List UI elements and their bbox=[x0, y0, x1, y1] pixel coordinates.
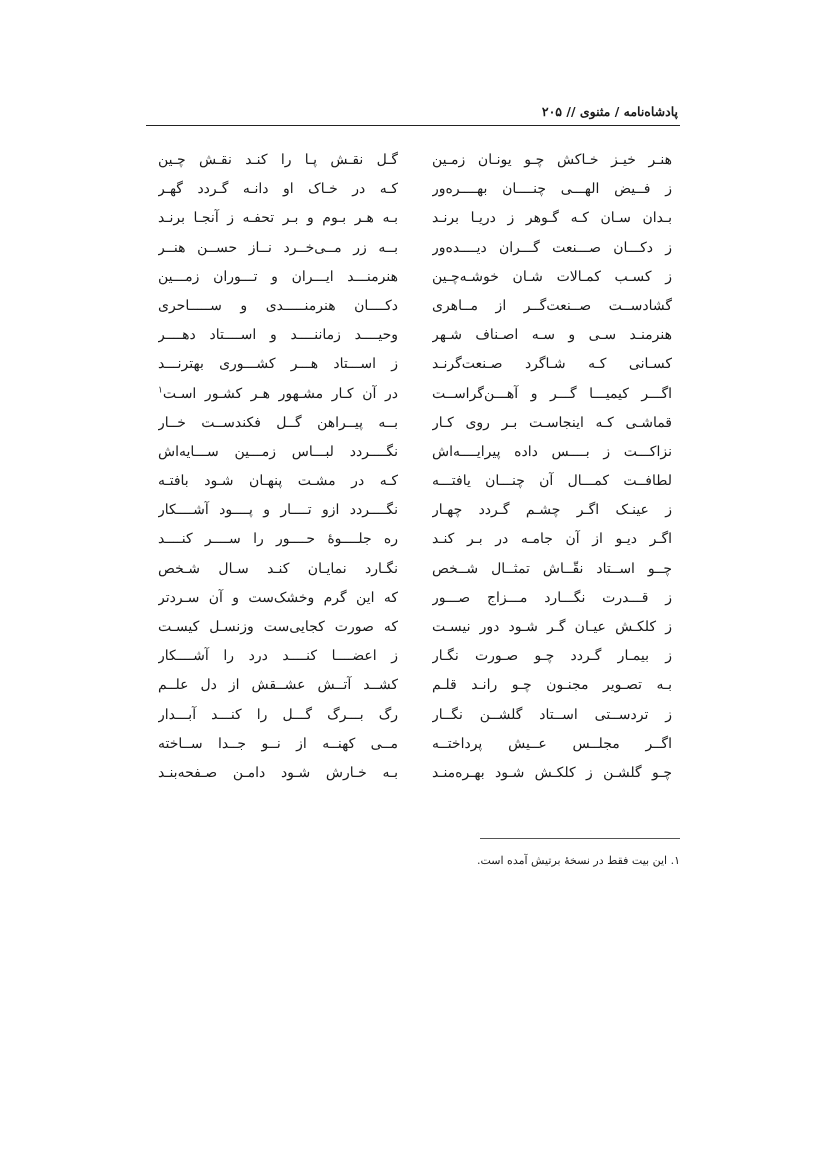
verse-line-left bbox=[158, 642, 398, 671]
verse-line-left bbox=[158, 146, 398, 175]
verse-text: رگ بـــرگ گـــل را کنـــد آبـــدار bbox=[158, 706, 398, 723]
verse-line-right bbox=[432, 234, 672, 263]
verse-line-right bbox=[432, 671, 672, 700]
verse-line-right bbox=[432, 701, 672, 730]
verse-text: هنرمنـــد ایـــران و تـــوران زمـــین bbox=[158, 268, 398, 285]
verse-text: ز فــیض الهـــی چنــــان بهــــره‌ور bbox=[432, 181, 672, 198]
verse-line-left bbox=[158, 613, 398, 642]
verse-text: بـه هـر بـوم و بـر تحفـه ز آنجـا برنـد bbox=[158, 210, 398, 227]
verse-text: نگــــردد لبـــاس زمـــین ســـایه‌اش bbox=[158, 443, 398, 460]
verse-line-right bbox=[432, 321, 672, 350]
verse-text: ز تردســتی اســتاد گلشــن نگــار bbox=[432, 706, 672, 723]
verse-text: ز اســـتاد هـــر کشـــوری بهترنـــد bbox=[158, 356, 398, 373]
verse-line-right bbox=[432, 584, 672, 613]
verse-line-left bbox=[158, 321, 398, 350]
footnote-rule bbox=[480, 838, 680, 839]
verse-line-left bbox=[158, 730, 398, 759]
verse-line-left bbox=[158, 759, 398, 788]
verse-text: وحیــــد زماننــــد و اســــتاد دهــــر bbox=[158, 327, 398, 344]
verse-text: در آن کـار مشـهور هـر کشـور اسـت bbox=[162, 385, 398, 402]
verse-line-right bbox=[432, 525, 672, 554]
verse-line-left bbox=[158, 175, 398, 204]
verse-text: اگــر مجلــس عــیش پرداختــه bbox=[432, 735, 672, 752]
verse-text: که صورت کجایی‌ست وزنسـل کیسـت bbox=[158, 619, 398, 635]
verse-line-left bbox=[158, 438, 398, 467]
verse-line-left bbox=[158, 671, 398, 700]
verse-text: دکــــان هنرمنـــــدی و ســـــاحری bbox=[158, 297, 398, 314]
verse-text: ز عینـک اگـر چشـم گـردد چهـار bbox=[432, 502, 672, 519]
verse-line-left bbox=[158, 380, 398, 409]
verse-text: ز کسـب کمـالات شـان خوشـه‌چـین bbox=[432, 268, 672, 285]
verse-text: بــه زر مــی‌خــرد نــاز حســن هنــر bbox=[158, 239, 398, 256]
verse-text: لطافــت کمـــال آن چنـــان یافتـــه bbox=[432, 473, 672, 490]
verse-text: کسـانی کـه شـاگرد صـنعت‌گرنـد bbox=[432, 356, 672, 373]
verse-text: اگـــر کیمیـــا گـــر و آهـــن‌گراســت bbox=[432, 385, 672, 402]
verse-line-left bbox=[158, 350, 398, 379]
verse-text: کـه در خـاک او دانـه گـردد گهـر bbox=[158, 181, 398, 198]
verse-line-right bbox=[432, 175, 672, 204]
verse-text: ره جلــــوۀ حــــور را ســــر کنــــد bbox=[158, 531, 398, 548]
verse-text: قماشـی کـه اینجاسـت بـر روی کـار bbox=[432, 414, 672, 431]
verse-text: گشادســت صــنعت‌گــر از مــاهری bbox=[432, 297, 672, 314]
header-rule bbox=[146, 125, 680, 126]
verse-line-left bbox=[158, 263, 398, 292]
verse-text: گـل نقـش پـا را کنـد نقـش چـین bbox=[158, 152, 398, 168]
verse-line-right bbox=[432, 467, 672, 496]
verse-line-right bbox=[432, 263, 672, 292]
verse-text: نگــــردد ازو تــــار و پــــود آشــــکار bbox=[158, 502, 398, 519]
verse-text: ز قـــدرت نگـــارد مـــزاج صـــور bbox=[432, 589, 672, 606]
verse-line-right bbox=[432, 730, 672, 759]
verse-text: چــو اســتاد نقّــاش تمثــال شــخص bbox=[432, 560, 672, 577]
verse-text: بــه پیــراهن گــل فکندســت خــار bbox=[158, 414, 398, 431]
verse-line-left bbox=[158, 292, 398, 321]
verse-line-right bbox=[432, 496, 672, 525]
verse-line-right bbox=[432, 613, 672, 642]
verse-line-right bbox=[432, 759, 672, 788]
poem-column-right bbox=[432, 146, 672, 788]
running-header: پادشاه‌نامه / مثنوی // ۲۰۵ bbox=[541, 104, 678, 119]
verse-text: هنـر خیـز خـاکش چـو یونـان زمـین bbox=[432, 152, 672, 168]
footnote-marker: ۱ bbox=[158, 384, 163, 395]
verse-line-left bbox=[158, 234, 398, 263]
verse-text: نزاکـــت ز بــــس داده پیرایــــه‌اش bbox=[432, 443, 672, 460]
verse-line-left bbox=[158, 496, 398, 525]
verse-line-left bbox=[158, 204, 398, 233]
verse-text: چـو گلشـن ز کلکـش شـود بهـره‌منـد bbox=[432, 764, 672, 781]
verse-text: ز دکـــان صـــنعت گـــران دیــــده‌ور bbox=[432, 239, 672, 256]
verse-line-left bbox=[158, 555, 398, 584]
verse-line-right bbox=[432, 292, 672, 321]
verse-text: اگـر دیـو از آن جامـه در بـر کنـد bbox=[432, 531, 672, 548]
verse-text: هنرمنـد سـی و سـه اصـناف شـهر bbox=[432, 327, 672, 344]
verse-line-right bbox=[432, 204, 672, 233]
verse-text: که این گرم وخشک‌ست و آن سـردتر bbox=[158, 589, 398, 606]
verse-text: ز بیمـار گـردد چـو صـورت نگـار bbox=[432, 648, 672, 665]
verse-text: کـه در مشـت پنهـان شـود بافتـه bbox=[158, 473, 398, 490]
verse-text: بـه خـارش شـود دامـن صـفحه‌بنـد bbox=[158, 764, 398, 781]
verse-line-right bbox=[432, 438, 672, 467]
verse-line-left bbox=[158, 584, 398, 613]
verse-line-right bbox=[432, 350, 672, 379]
verse-line-right bbox=[432, 642, 672, 671]
verse-text: بـه تصـویر مجنـون چـو رانـد قلـم bbox=[432, 677, 672, 694]
verse-line-left bbox=[158, 525, 398, 554]
footnote: ۱. این بیت فقط در نسخۀ برتیش آمده است. bbox=[476, 854, 680, 867]
verse-line-right bbox=[432, 555, 672, 584]
verse-text: کشــد آتــش عشــقش از دل علــم bbox=[158, 677, 398, 694]
verse-line-left bbox=[158, 409, 398, 438]
verse-text: ز اعضــــا کنــــد درد را آشــــکار bbox=[158, 648, 398, 665]
verse-line-left bbox=[158, 701, 398, 730]
verse-line-right bbox=[432, 409, 672, 438]
verse-text: مــی کهنــه از نــو جــدا ســاخته bbox=[158, 735, 398, 752]
verse-line-right bbox=[432, 380, 672, 409]
verse-text: بـدان سـان کـه گـوهر ز دریـا برنـد bbox=[432, 210, 672, 227]
verse-text: ز کلکـش عیـان گـر شـود دور نیسـت bbox=[432, 619, 672, 635]
verse-text: نگـارد نمایـان کنـد سـال شـخص bbox=[158, 560, 398, 577]
poem-column-left bbox=[158, 146, 398, 788]
verse-line-left bbox=[158, 467, 398, 496]
verse-line-right bbox=[432, 146, 672, 175]
